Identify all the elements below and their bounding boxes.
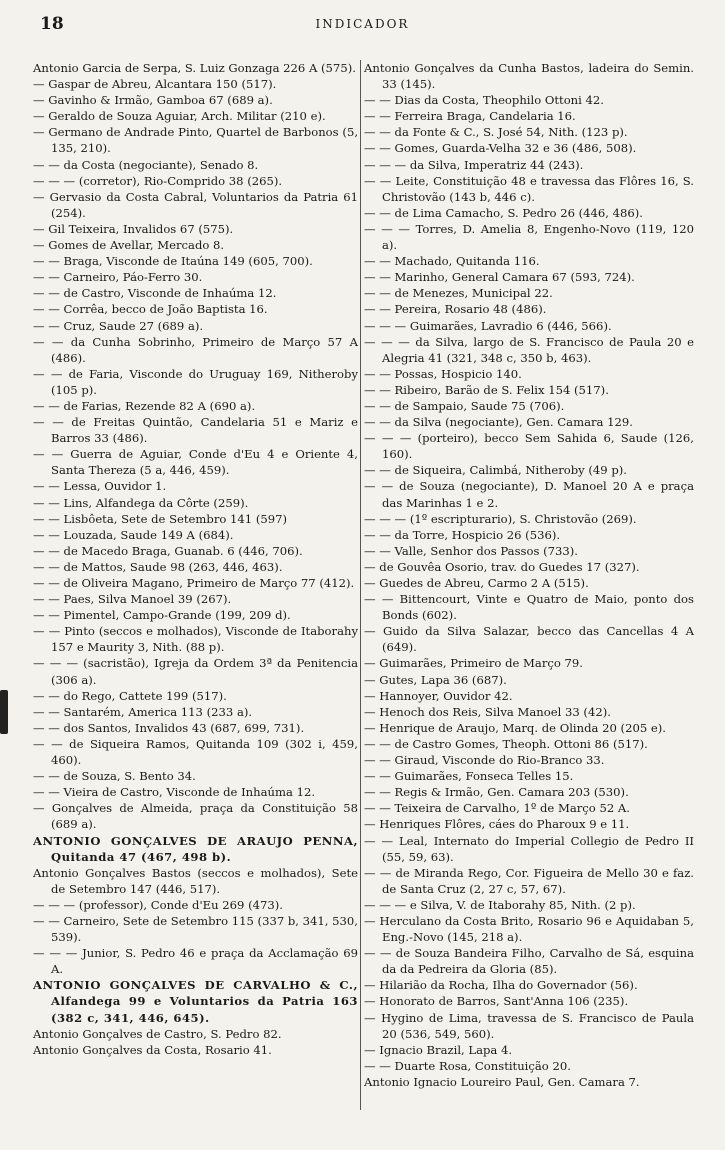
directory-entry: — — — (professor), Conde d'Eu 269 (473). bbox=[33, 897, 283, 912]
directory-entry: — Geraldo de Souza Aguiar, Arch. Militar (210 e). bbox=[33, 109, 326, 124]
firm-entry: ANTONIO GONÇALVES DE CARVALHO & C., Alfandega 99 e Voluntarios da Patria 163 (382 c, 341, 446, 645). bbox=[33, 978, 358, 1025]
directory-entry: — — dos Santos, Invalidos 43 (687, 699, 731). bbox=[33, 720, 305, 735]
directory-entry: — — da Costa (negociante), Senado 8. bbox=[33, 157, 259, 172]
directory-entry: — — da Silva (negociante), Gen. Camara 129. bbox=[364, 415, 633, 430]
directory-entry: — — Valle, Senhor dos Passos (733). bbox=[364, 543, 578, 558]
directory-entry: — — Guimarães, Fonseca Telles 15. bbox=[364, 769, 574, 784]
directory-entry: — — de Souza, S. Bento 34. bbox=[33, 769, 196, 784]
directory-entry: — — Guerra de Aguiar, Conde d'Eu 4 e Oriente 4, Santa Thereza (5 a, 446, 459). bbox=[33, 447, 358, 478]
directory-entry: — — de Miranda Rego, Cor. Figueira de Mello 30 e faz. de Santa Cruz (2, 27 c, 57, 67). bbox=[364, 865, 694, 896]
directory-entry: — — de Oliveira Magano, Primeiro de Março 77 (412). bbox=[33, 576, 355, 590]
directory-entry: — — Louzada, Saude 149 A (684). bbox=[33, 527, 234, 542]
directory-entry: — — Giraud, Visconde do Rio-Branco 33. bbox=[364, 753, 605, 768]
directory-entry: — — Carneiro, Sete de Setembro 115 (337 b, 341, 530, 539). bbox=[33, 913, 358, 945]
directory-entry: — — Regis & Irmão, Gen. Camara 203 (530). bbox=[364, 785, 629, 800]
directory-entry: — — Possas, Hospicio 140. bbox=[364, 366, 522, 381]
directory-entry: — — Dias da Costa, Theophilo Ottoni 42. bbox=[364, 93, 604, 108]
right-column bbox=[364, 60, 694, 1090]
directory-entry: — Guido da Silva Salazar, becco das Cancellas 4 A (649). bbox=[364, 624, 694, 655]
directory-entry: — Gomes de Avellar, Mercado 8. bbox=[33, 238, 225, 253]
directory-entry: — Henoch dos Reis, Silva Manoel 33 (42). bbox=[364, 704, 611, 719]
directory-entry: — — de Siqueira, Calimbá, Nitheroby (49 p). bbox=[364, 463, 627, 478]
directory-entry: — — de Freitas Quintão, Candelaria 51 e Mariz e Barros 33 (486). bbox=[33, 415, 358, 446]
directory-entry: — — Santarém, America 113 (233 a). bbox=[33, 704, 253, 719]
directory-entry: — — Ribeiro, Barão de S. Felix 154 (517). bbox=[364, 382, 609, 397]
directory-entry: — — Paes, Silva Manoel 39 (267). bbox=[33, 592, 232, 607]
directory-entry: — Honorato de Barros, Sant'Anna 106 (235). bbox=[364, 994, 629, 1009]
directory-entry: Antonio Gonçalves Bastos (seccos e molhados), Sete de Setembro 147 (446, 517). bbox=[33, 865, 358, 896]
directory-entry: — Hilarião da Rocha, Ilha do Governador (56). bbox=[364, 978, 638, 993]
directory-entry: — — de Farias, Rezende 82 A (690 a). bbox=[33, 398, 256, 413]
directory-entry: Antonio Garcia de Serpa, S. Luiz Gonzaga 226 A (575). bbox=[33, 61, 356, 75]
directory-entry: — — Leal, Internato do Imperial Collegio de Pedro II (55, 59, 63). bbox=[364, 833, 694, 864]
directory-entry: — — de Sampaio, Saude 75 (706). bbox=[364, 398, 565, 413]
directory-entry: — — Teixeira de Carvalho, 1º de Março 52 A. bbox=[364, 801, 630, 816]
directory-entry: — — de Macedo Braga, Guanab. 6 (446, 706). bbox=[33, 543, 303, 558]
directory-entry: — — de Menezes, Municipal 22. bbox=[364, 286, 553, 301]
directory-entry: — Gil Teixeira, Invalidos 67 (575). bbox=[33, 221, 234, 236]
directory-entry: — — de Mattos, Saude 98 (263, 446, 463). bbox=[33, 559, 283, 574]
directory-entry: — — Pimentel, Campo-Grande (199, 209 d). bbox=[33, 608, 291, 623]
directory-entry: — — da Fonte & C., S. José 54, Nith. (123 p). bbox=[364, 125, 628, 140]
column-divider bbox=[360, 60, 361, 1110]
directory-entry: — — — e Silva, V. de Itaborahy 85, Nith. (2 p). bbox=[364, 897, 636, 912]
directory-entry: — — — Torres, D. Amelia 8, Engenho-Novo (119, 120 a). bbox=[364, 221, 694, 253]
page-number: 18 bbox=[40, 14, 64, 34]
directory-entry: — Gervasio da Costa Cabral, Voluntarios da Patria 61 (254). bbox=[33, 189, 358, 220]
directory-entry: — — Carneiro, Páo-Ferro 30. bbox=[33, 270, 203, 285]
directory-entry: — — de Souza (negociante), D. Manoel 20 A e praça das Marinhas 1 e 2. bbox=[364, 479, 694, 510]
running-title: INDICADOR bbox=[315, 17, 410, 31]
directory-entry: — — de Souza Bandeira Filho, Carvalho de Sá, esquina da da Pedreira da Gloria (85). bbox=[364, 946, 694, 977]
directory-entry: — — — (porteiro), becco Sem Sahida 6, Saude (126, 160). bbox=[364, 431, 694, 462]
directory-entry: — Gavinho & Irmão, Gamboa 67 (689 a). bbox=[33, 93, 273, 108]
directory-entry: — — Braga, Visconde de Itaúna 149 (605, 700). bbox=[33, 254, 313, 269]
directory-entry: — Guimarães, Primeiro de Março 79. bbox=[364, 656, 583, 671]
directory-entry: — Gutes, Lapa 36 (687). bbox=[364, 672, 507, 687]
directory-entry: — — Leite, Constituição 48 e travessa das Flôres 16, S. Christovão (143 b, 446 c). bbox=[364, 173, 694, 204]
directory-entry: — — Lessa, Ouvidor 1. bbox=[33, 479, 167, 494]
directory-entry: — — — (corretor), Rio-Comprido 38 (265). bbox=[33, 173, 283, 188]
directory-entry: — Hygino de Lima, travessa de S. Francisco de Paula 20 (536, 549, 560). bbox=[364, 1010, 694, 1041]
directory-entry: — — da Torre, Hospicio 26 (536). bbox=[364, 527, 561, 542]
directory-entry: Antonio Gonçalves da Cunha Bastos, ladeira do Semin. 33 (145). bbox=[364, 61, 694, 92]
directory-entry: — — Bittencourt, Vinte e Quatro de Maio, ponto dos Bonds (602). bbox=[364, 592, 694, 623]
directory-entry: — — — da Silva, largo de S. Francisco de Paula 20 e Alegria 41 (321, 348 c, 350 b, 463). bbox=[364, 334, 694, 365]
directory-entry: Antonio Ignacio Loureiro Paul, Gen. Camara 7. bbox=[364, 1074, 640, 1089]
directory-entry: — — Ferreira Braga, Candelaria 16. bbox=[364, 109, 576, 124]
directory-entry: — — Vieira de Castro, Visconde de Inhaúma 12. bbox=[33, 785, 316, 800]
directory-entry: — — de Faria, Visconde do Uruguay 169, Nitheroby (105 p). bbox=[33, 366, 358, 397]
directory-entry: — — Lisbôeta, Sete de Setembro 141 (597) bbox=[33, 511, 288, 526]
directory-entry: — — de Siqueira Ramos, Quitanda 109 (302 i, 459, 460). bbox=[33, 736, 358, 768]
directory-entry: — — Pinto (seccos e molhados), Visconde de Itaborahy 157 e Maurity 3, Nith. (88 p). bbox=[33, 624, 358, 655]
directory-entry: — Gaspar de Abreu, Alcantara 150 (517). bbox=[33, 77, 277, 92]
directory-entry: — — Marinho, General Camara 67 (593, 724). bbox=[364, 270, 635, 285]
directory-entry: — — da Cunha Sobrinho, Primeiro de Março 57 A (486). bbox=[33, 334, 358, 365]
directory-entry: — — — (sacristão), Igreja da Ordem 3ª da Penitencia (306 a). bbox=[33, 656, 358, 687]
directory-entry: — — Duarte Rosa, Constituição 20. bbox=[364, 1058, 571, 1073]
directory-entry: — — Pereira, Rosario 48 (486). bbox=[364, 302, 547, 317]
directory-entry: — Henrique de Araujo, Marq. de Olinda 20 (205 e). bbox=[364, 720, 666, 735]
directory-entry: — Ignacio Brazil, Lapa 4. bbox=[364, 1042, 513, 1057]
page-header bbox=[30, 14, 695, 34]
directory-entry: — — — Guimarães, Lavradio 6 (446, 566). bbox=[364, 318, 612, 333]
directory-entry: — — de Lima Camacho, S. Pedro 26 (446, 486). bbox=[364, 205, 643, 220]
directory-entry: — Herculano da Costa Brito, Rosario 96 e Aquidaban 5, Eng.-Novo (145, 218 a). bbox=[364, 913, 694, 945]
directory-entry: — Gonçalves de Almeida, praça da Constituição 58 (689 a). bbox=[33, 801, 358, 832]
directory-entry: Antonio Gonçalves da Costa, Rosario 41. bbox=[33, 1042, 272, 1057]
firm-entry: ANTONIO GONÇALVES DE ARAUJO PENNA, Quitanda 47 (467, 498 b). bbox=[33, 833, 358, 864]
directory-entry: — — Cruz, Saude 27 (689 a). bbox=[33, 318, 204, 333]
directory-entry: — — de Castro, Visconde de Inhaúma 12. bbox=[33, 286, 277, 301]
directory-entry: — — Lins, Alfandega da Côrte (259). bbox=[33, 495, 249, 510]
directory-entry: — — de Castro Gomes, Theoph. Ottoni 86 (517). bbox=[364, 736, 648, 751]
directory-entry: — — do Rego, Cattete 199 (517). bbox=[33, 688, 227, 703]
directory-entry: — de Gouvêa Osorio, trav. do Guedes 17 (327). bbox=[364, 559, 640, 574]
margin-ink-mark bbox=[0, 690, 8, 734]
directory-entry: Antonio Gonçalves de Castro, S. Pedro 82. bbox=[33, 1026, 282, 1041]
directory-entry: — — Gomes, Guarda-Velha 32 e 36 (486, 508). bbox=[364, 141, 637, 156]
directory-entry: — — Machado, Quitanda 116. bbox=[364, 254, 540, 269]
directory-entry: — — — da Silva, Imperatriz 44 (243). bbox=[364, 157, 584, 172]
directory-entry: — Guedes de Abreu, Carmo 2 A (515). bbox=[364, 576, 589, 590]
directory-entry: — — Corrêa, becco de João Baptista 16. bbox=[33, 302, 268, 317]
directory-entry: — — — (1º escripturario), S. Christovão (269). bbox=[364, 511, 637, 526]
directory-entry: — Henriques Flôres, cáes do Pharoux 9 e 11. bbox=[364, 817, 630, 832]
directory-entry: — Hannoyer, Ouvidor 42. bbox=[364, 688, 513, 703]
directory-entry: — Germano de Andrade Pinto, Quartel de Barbonos (5, 135, 210). bbox=[33, 125, 358, 156]
left-column bbox=[33, 60, 358, 1058]
directory-entry: — — — Junior, S. Pedro 46 e praça da Acclamação 69 A. bbox=[33, 946, 358, 977]
